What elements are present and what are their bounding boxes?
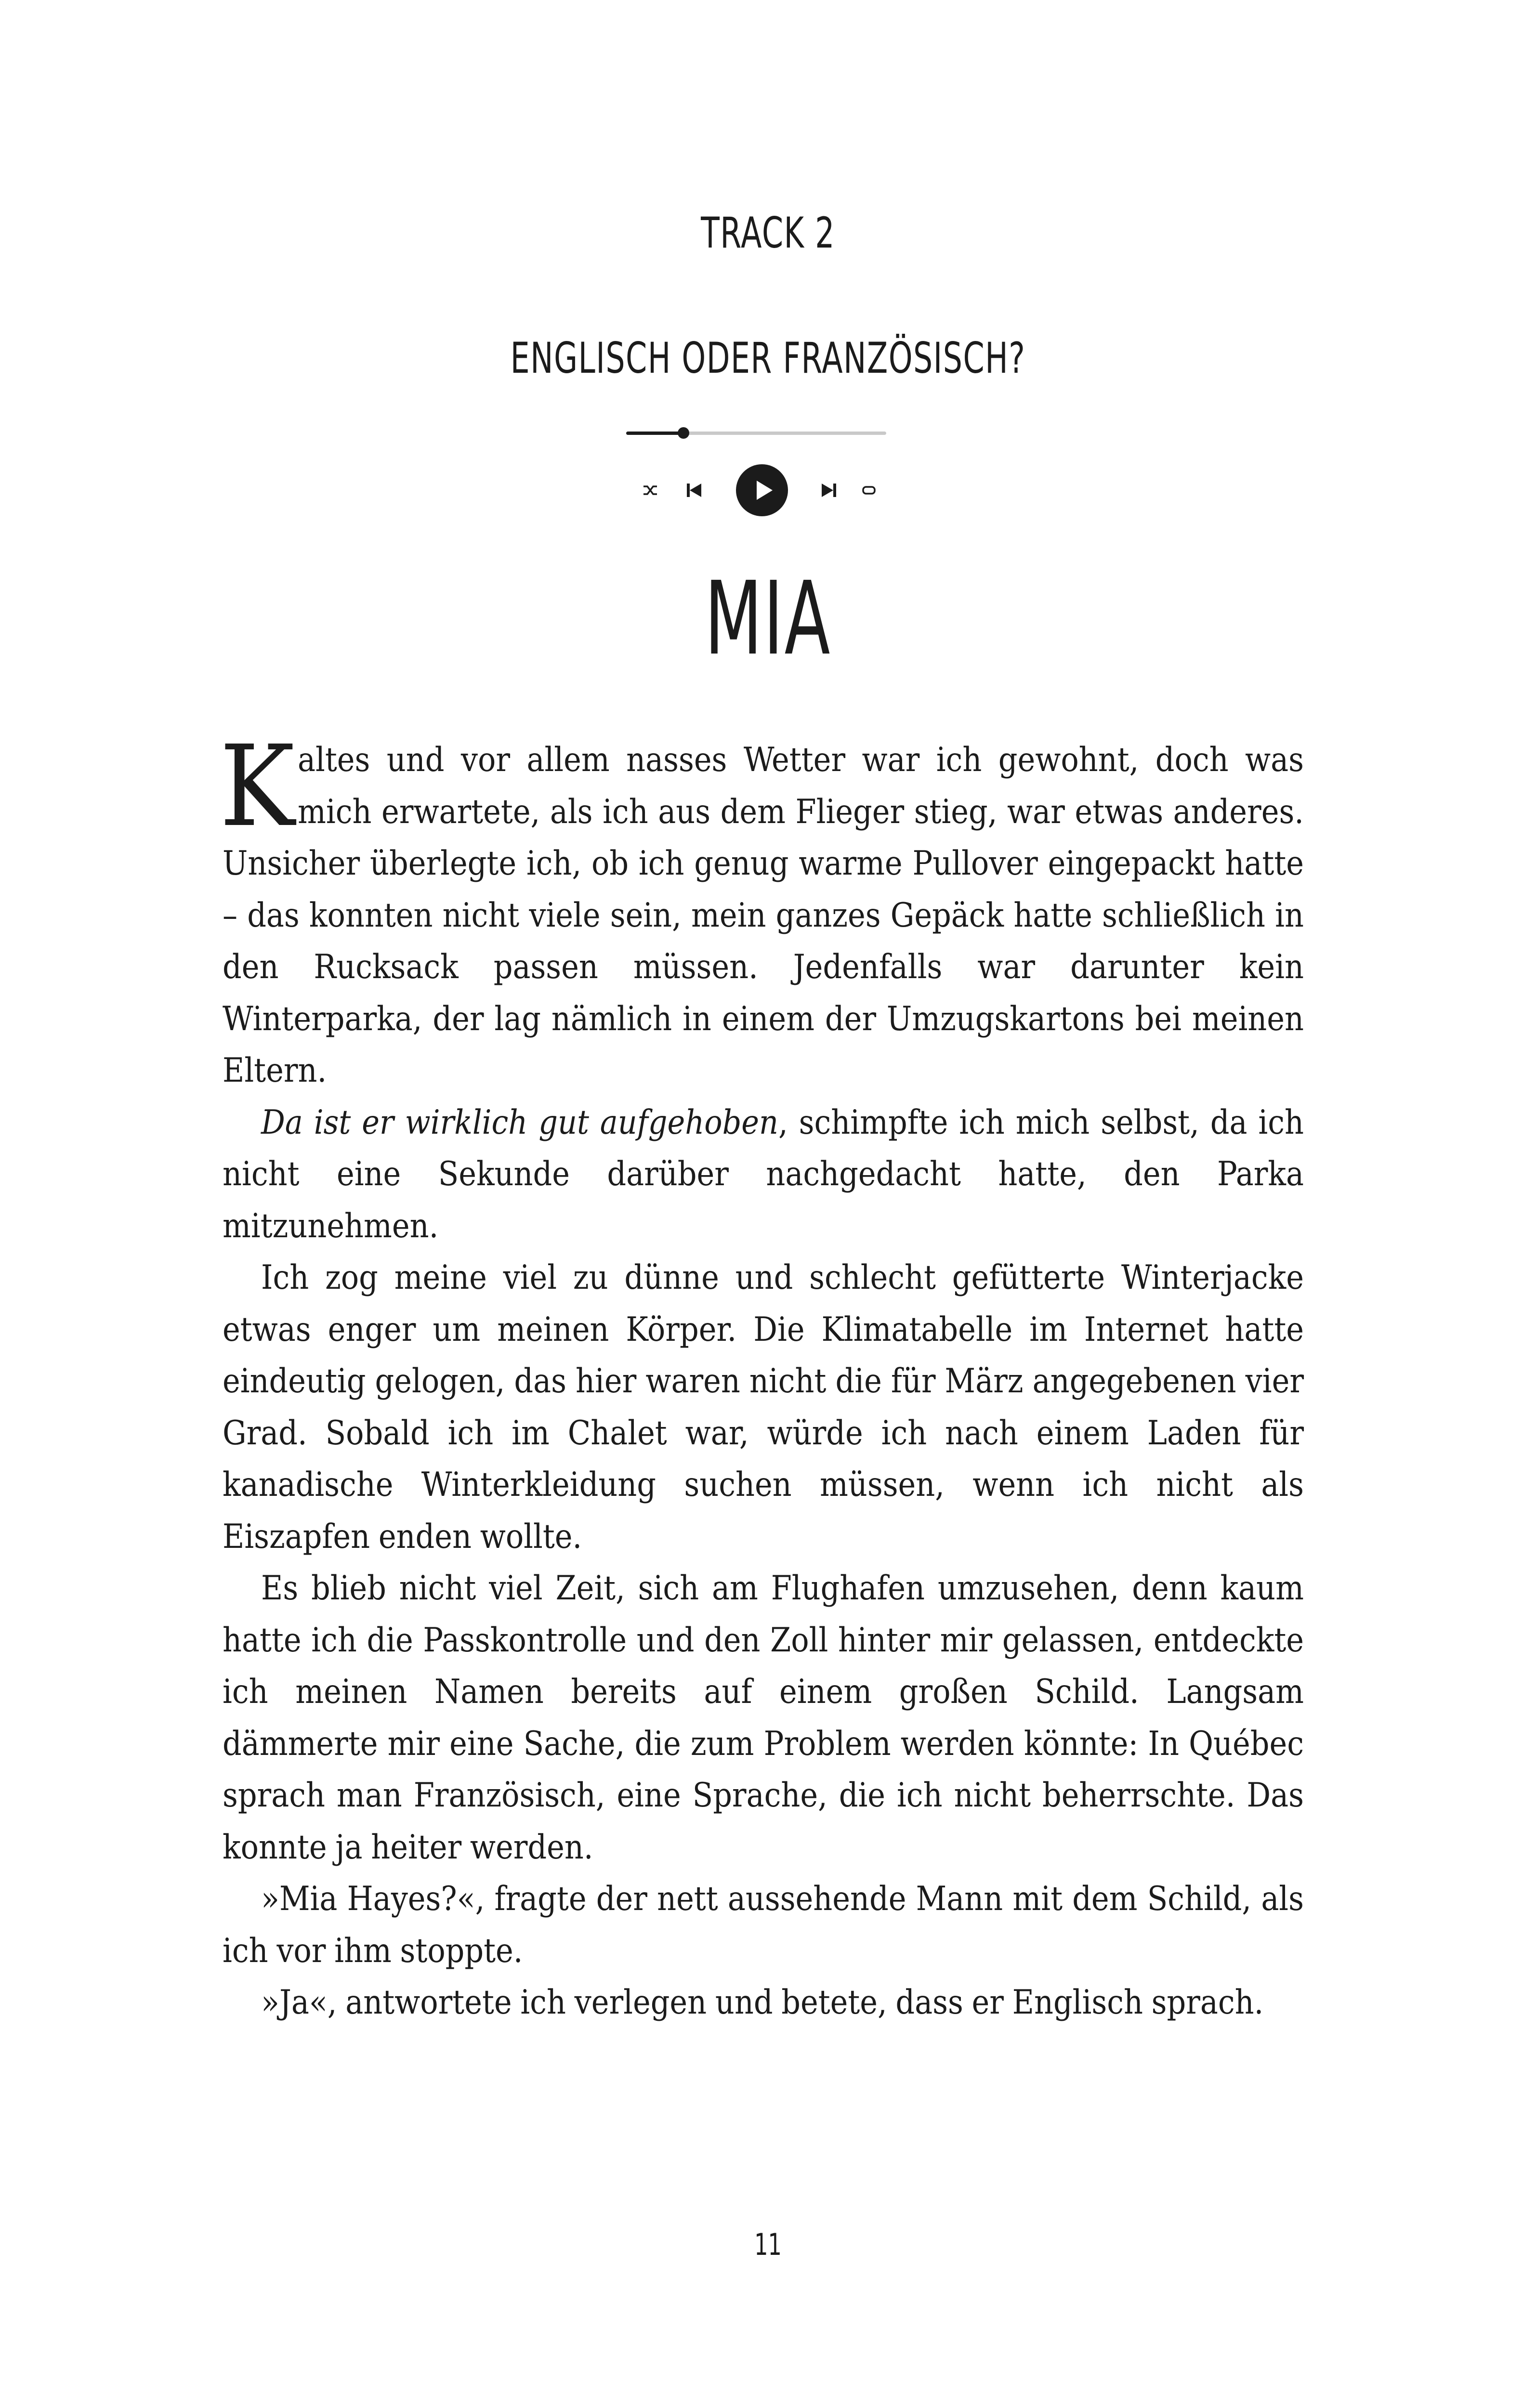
paragraph: Ich zog meine viel zu dünne und schlecht gefütterte Winterjacke etwas enger um meinen Körper. Die Klimatabelle im Internet hatte eindeutig gelogen, das hier waren nicht die für März angegebenen vier Grad. Sobald ich im Chalet war, würde ich nach einem Laden für kanadische Winterkleidung suchen müssen, wenn ich nicht als Eiszapfen enden wollte. [223,1258,1304,1556]
italic-thought: Da ist er wirklich gut aufgehoben [261,1103,779,1142]
progress-knob[interactable] [678,427,689,439]
chapter-text [220,721,1304,2029]
paragraph [220,721,1304,1097]
paragraph-text: , schimpfte ich mich selbst, da ich nicht eine Sekunde darüber nachgedacht hatte, den Parka mitzunehmen. [223,1103,1304,1245]
paragraph: »Ja«, antwortete ich verlegen und betete, dass er Englisch sprach. [261,1983,1264,2022]
paragraph [223,1097,1304,1253]
shuffle-icon[interactable] [641,481,660,500]
repeat-icon[interactable] [859,482,879,499]
music-player [626,419,886,525]
drop-cap: K [220,721,295,851]
progress-bar[interactable] [626,432,886,435]
chapter-title: MIA [704,560,832,678]
next-icon[interactable] [819,480,840,501]
paragraph: Es blieb nicht viel Zeit, sich am Flughafen umzusehen, denn kaum hatte ich die Passkontrolle und den Zoll hinter mir gelassen, entdeckte ich meinen Namen bereits auf einem großen Schild. Langsam dämmerte mir eine Sache, die zum Problem werden könnte: In Québec sprach man Französisch, eine Sprache, die ich nicht beherrschte. Das konnte ja heiter werden. [223,1569,1304,1867]
track-label: TRACK 2 [701,208,835,258]
paragraph-text: altes und vor allem nasses Wetter war ich gewohnt, doch was mich erwartete, als ich aus dem Flieger stieg, war etwas anderes. Unsicher überlegte ich, ob ich genug warme Pullover eingepackt hatte – das konnten nicht viele sein, mein ganzes Gepäck hatte schließlich in den Rucksack passen müssen. Jedenfalls war darunter kein Winterparka, der lag nämlich in einem der Umzugskartons bei meinen Eltern. [223,741,1304,1090]
play-icon[interactable] [735,463,789,517]
page-number: 11 [754,2227,782,2262]
progress-fill [626,432,683,435]
paragraph: »Mia Hayes?«, fragte der nett aussehende Mann mit dem Schild, als ich vor ihm stoppte. [223,1880,1304,1970]
track-title: ENGLISCH ODER FRANZÖSISCH? [510,333,1026,383]
previous-icon[interactable] [683,480,704,501]
